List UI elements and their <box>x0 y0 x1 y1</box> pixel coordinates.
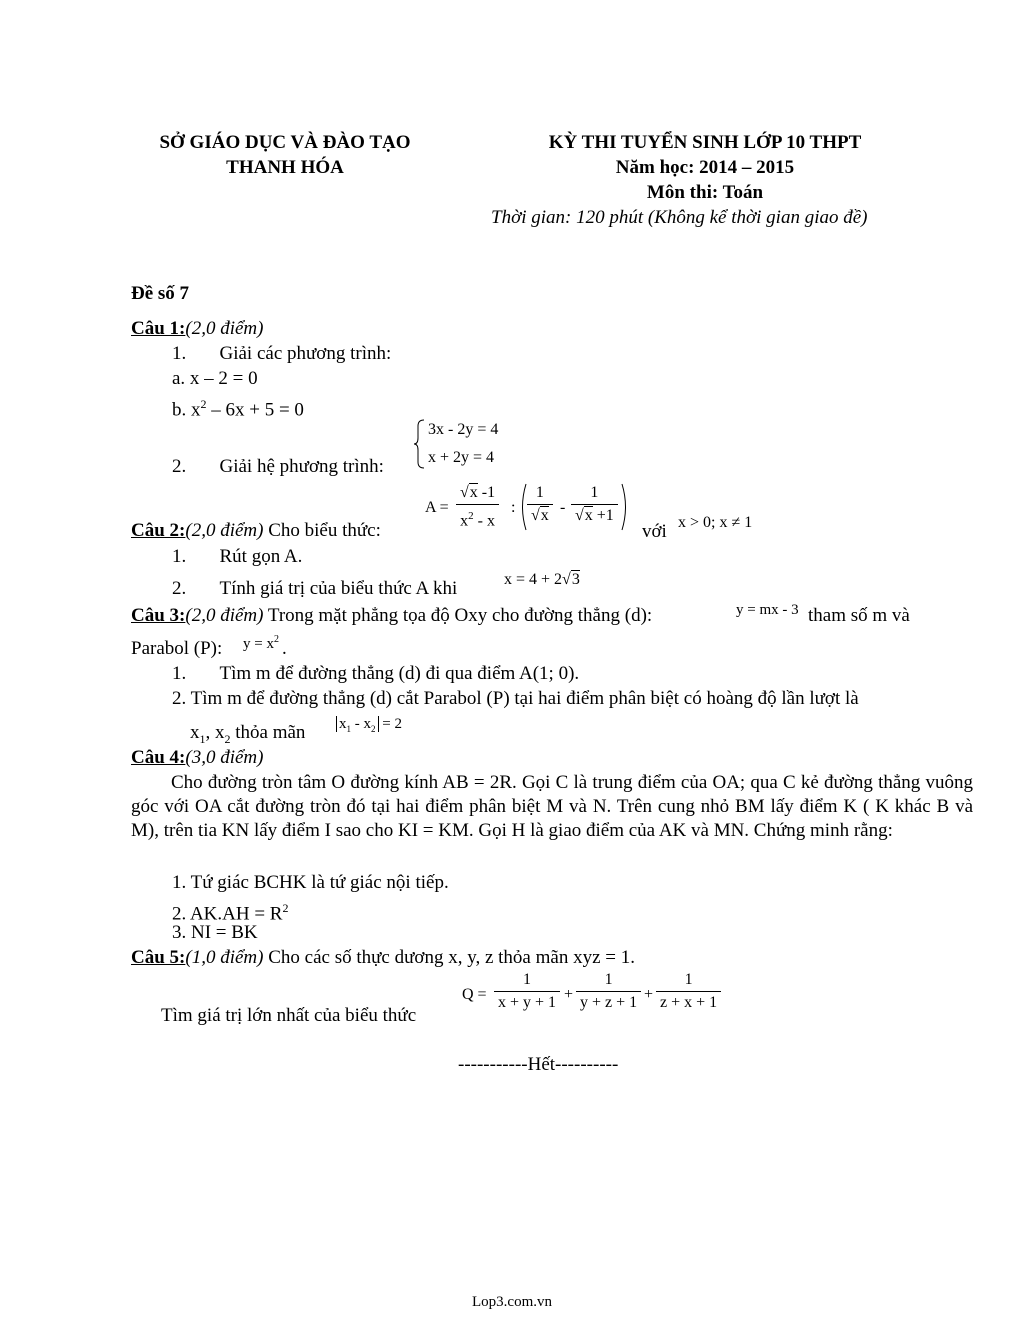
question-4-points: (3,0 điểm) <box>185 747 264 768</box>
domain-condition: x > 0; x ≠ 1 <box>678 514 753 531</box>
x-value-expr: x = 4 + 2√3 <box>504 571 580 588</box>
line-equation: y = mx - 3 <box>736 602 799 618</box>
question-1-label: Câu 1: <box>131 318 186 339</box>
abs-condition: $x_1 - x_2 = 2$ <box>336 712 402 741</box>
plus-1: + <box>564 986 574 1003</box>
school-year: Năm học: 2014 – 2015 <box>615 157 795 178</box>
expr-a-fraction-1: $\frac{√x -1}{x^2 - x}$ <box>456 482 499 532</box>
q-lhs: Q = <box>462 986 487 1003</box>
q1-item-2: 2. Giải hệ phương trình: <box>172 456 384 477</box>
q-fraction-3: $\frac{1}{z + x + 1}$ <box>656 969 721 1014</box>
q2-item-1: 1. Rút gọn A. <box>172 546 303 567</box>
expr-a-lhs: A = <box>425 499 449 516</box>
q4-paragraph: Cho đường tròn tâm O đường kính AB = 2R. Gọi C là trung điểm của OA; qua C kẻ đường thẳng vuông góc với OA cắt đường tròn đó tại hai điểm phân biệt M và N. Trên cung nhỏ BM lấy điểm K ( K khác B và M), trên tia KN lấy điểm I sao cho KI = KM. Gọi H là giao điểm của AK và MN. Chứng minh rằng: <box>131 772 973 841</box>
parabola-end: . <box>282 638 287 659</box>
question-5-heading: Câu 5:(1,0 điểm) Cho các số thực dương x, y, z thỏa mãn xyz = 1. <box>131 947 635 968</box>
q5-find-text: Tìm giá trị lớn nhất của biểu thức <box>161 1005 417 1026</box>
with-word: với <box>642 521 667 542</box>
question-5-points: (1,0 điểm) <box>185 947 264 968</box>
plus-2: + <box>644 986 654 1003</box>
question-1-points: (2,0 điểm) <box>185 318 264 339</box>
parabola-label: Parabol (P): <box>131 638 223 659</box>
q4-item-1: 1. Tứ giác BCHK là tứ giác nội tiếp. <box>172 872 449 893</box>
question-3-heading: Câu 3:(2,0 điểm) Trong mặt phẳng tọa độ Oxy cho đường thẳng (d): <box>131 605 653 626</box>
q3-intro-end: tham số m và <box>808 605 910 626</box>
q1-item-1a: a. x – 2 = 0 <box>172 368 258 389</box>
province-name: THANH HÓA <box>226 157 344 178</box>
department-name: SỞ GIÁO DỤC VÀ ĐÀO TẠO <box>159 132 411 153</box>
q1-item-1: 1. Giải các phương trình: <box>172 343 392 364</box>
question-3-points: (2,0 điểm) <box>185 605 264 626</box>
q-fraction-2: $\frac{1}{y + z + 1}$ <box>576 969 641 1014</box>
q2-item-2: 2. Tính giá trị của biểu thức A khi <box>172 578 458 599</box>
q4-item-2: 2. $AK.AH = R^2$ <box>172 901 289 925</box>
footer-site: Lop3.com.vn <box>472 1294 552 1310</box>
q4-item-3: 3. NI = BK <box>172 922 258 943</box>
expr-a-fraction-3: $\frac{1}{√x +1}$ <box>571 482 618 527</box>
end-mark: -----------Hết---------- <box>458 1054 619 1075</box>
question-4-label: Câu 4: <box>131 747 186 768</box>
system-equation-2: x + 2y = 4 <box>428 449 495 466</box>
question-2-label: Câu 2: <box>131 520 186 541</box>
right-paren <box>620 482 630 532</box>
expr-a-fraction-2: $\frac{1}{√x}$ <box>527 482 553 527</box>
expr-a-minus: - <box>560 499 566 516</box>
q3-item-2-cont: $x_1$, $x_2$ thỏa mãn <box>190 722 306 746</box>
q1-item-1b: b. $x^2 - 6x + 5 = 0$ <box>172 397 304 421</box>
parabola-equation: $y = x^2$ <box>243 634 279 652</box>
question-3-label: Câu 3: <box>131 605 186 626</box>
question-5-label: Câu 5: <box>131 947 186 968</box>
question-2-points: (2,0 điểm) <box>185 520 264 541</box>
q3-item-1: 1. Tìm m để đường thẳng (d) đi qua điểm A(1; 0). <box>172 663 580 684</box>
subject: Môn thi: Toán <box>646 182 764 203</box>
system-brace <box>412 418 426 470</box>
time-allowed: Thời gian: 120 phút (Không kể thời gian giao đề) <box>491 207 868 228</box>
question-4-heading <box>131 746 263 770</box>
expr-a-divide: : <box>511 499 516 516</box>
q-fraction-1: $\frac{1}{x + y + 1}$ <box>494 969 560 1014</box>
system-equation-1: 3x - 2y = 4 <box>428 421 499 438</box>
exam-title: KỲ THI TUYỂN SINH LỚP 10 THPT <box>548 132 862 153</box>
exam-number: Đề số 7 <box>131 283 190 304</box>
question-2-heading: Câu 2:(2,0 điểm) Cho biểu thức: <box>131 520 381 541</box>
question-1-heading <box>131 317 263 341</box>
q3-item-2: 2. Tìm m để đường thẳng (d) cắt Parabol (P) tại hai điểm phân biệt có hoàng độ lần lượt là <box>172 688 859 709</box>
